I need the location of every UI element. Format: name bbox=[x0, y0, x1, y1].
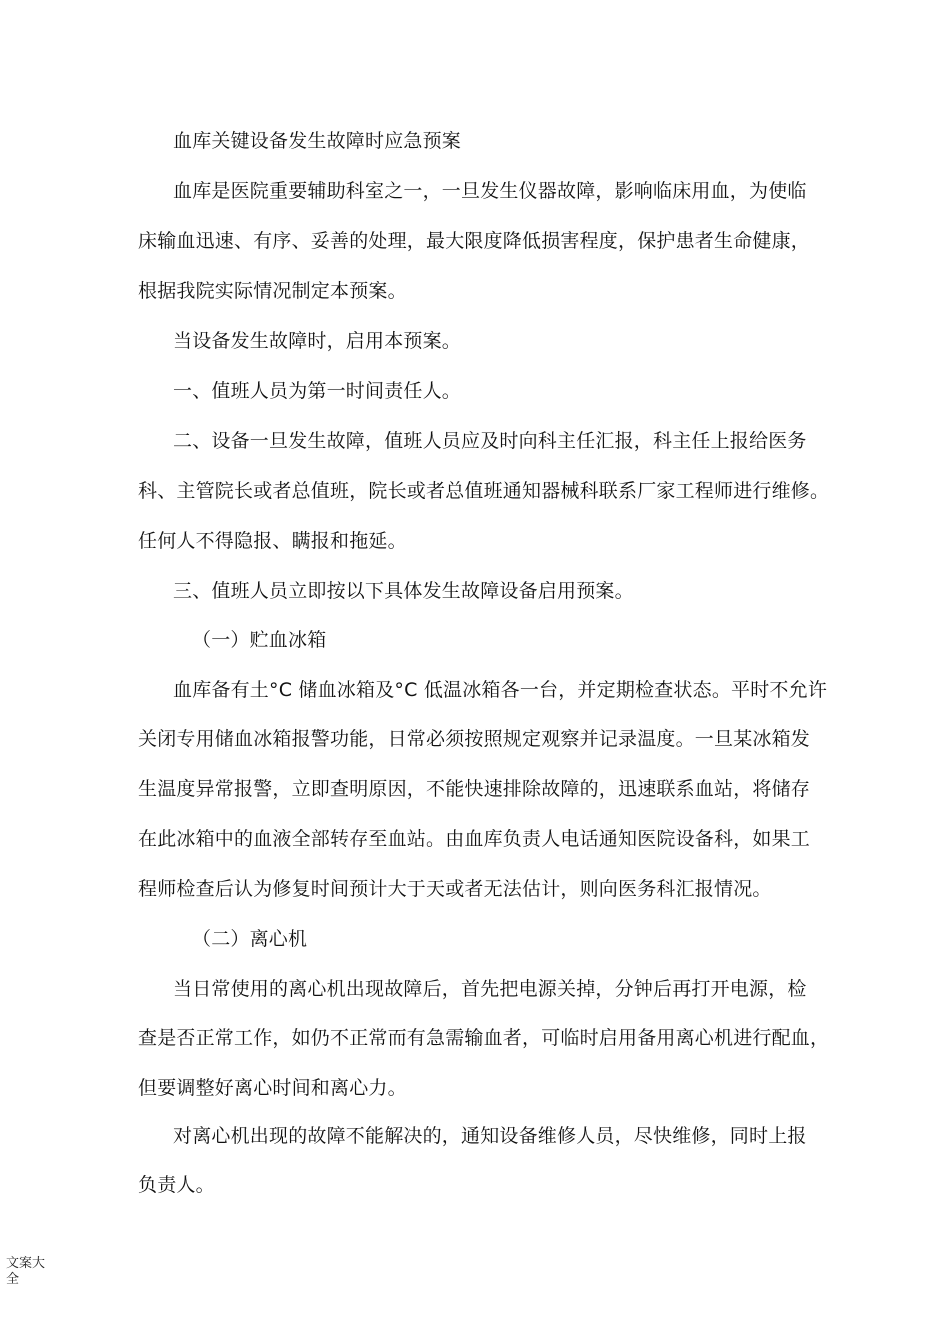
item-3-text: 三、值班人员立即按以下具体发生故障设备启用预案。 bbox=[173, 580, 634, 602]
intro-line-2: 床输血迅速、有序、妥善的处理，最大限度降低损害程度，保护患者生命健康， bbox=[138, 230, 811, 252]
item-2-line-1: 二、设备一旦发生故障，值班人员应及时向科主任汇报，科主任上报给医务 bbox=[173, 430, 807, 452]
section-2-line-2: 查是否正常工作，如仍不正常而有急需输血者，可临时启用备用离心机进行配血， bbox=[138, 1027, 830, 1049]
section-1-line-3: 生温度异常报警，立即查明原因，不能快速排除故障的，迅速联系血站，将储存 bbox=[138, 778, 811, 800]
section-1-heading: （一）贮血冰箱 bbox=[192, 629, 327, 651]
section-1-line-5: 程师检查后认为修复时间预计大于天或者无法估计，则向医务科汇报情况。 bbox=[138, 878, 772, 900]
section-1-line-1: 血库备有土°C 储血冰箱及°C 低温冰箱各一台，并定期检查状态。平时不允许 bbox=[173, 679, 828, 701]
item-2-line-2: 科、主管院长或者总值班，院长或者总值班通知器械科联系厂家工程师进行维修。 bbox=[138, 480, 830, 502]
section-2-followup-line-1: 对离心机出现的故障不能解决的，通知设备维修人员，尽快维修，同时上报 bbox=[173, 1125, 807, 1147]
section-1-line-4: 在此冰箱中的血液全部转存至血站。由血库负责人电话通知医院设备科，如果工 bbox=[138, 828, 811, 850]
item-2-line-3: 任何人不得隐报、瞒报和拖延。 bbox=[138, 530, 407, 552]
section-2-line-1: 当日常使用的离心机出现故障后，首先把电源关掉，分钟后再打开电源，检 bbox=[173, 978, 807, 1000]
intro-line-1: 血库是医院重要辅助科室之一，一旦发生仪器故障，影响临床用血，为使临 bbox=[173, 180, 807, 202]
section-2-line-3: 但要调整好离心时间和离心力。 bbox=[138, 1077, 407, 1099]
footer-text: 文案大全 bbox=[6, 1256, 46, 1287]
document-title: 血库关键设备发生故障时应急预案 bbox=[173, 130, 462, 152]
applicability-text: 当设备发生故障时，启用本预案。 bbox=[173, 330, 462, 352]
section-1-line-2: 关闭专用储血冰箱报警功能，日常必须按照规定观察并记录温度。一旦某冰箱发 bbox=[138, 728, 811, 750]
intro-line-3: 根据我院实际情况制定本预案。 bbox=[138, 280, 407, 302]
section-2-heading: （二）离心机 bbox=[192, 928, 308, 950]
section-2-followup-line-2: 负责人。 bbox=[138, 1174, 215, 1196]
item-1-text: 一、值班人员为第一时间责任人。 bbox=[173, 380, 462, 402]
